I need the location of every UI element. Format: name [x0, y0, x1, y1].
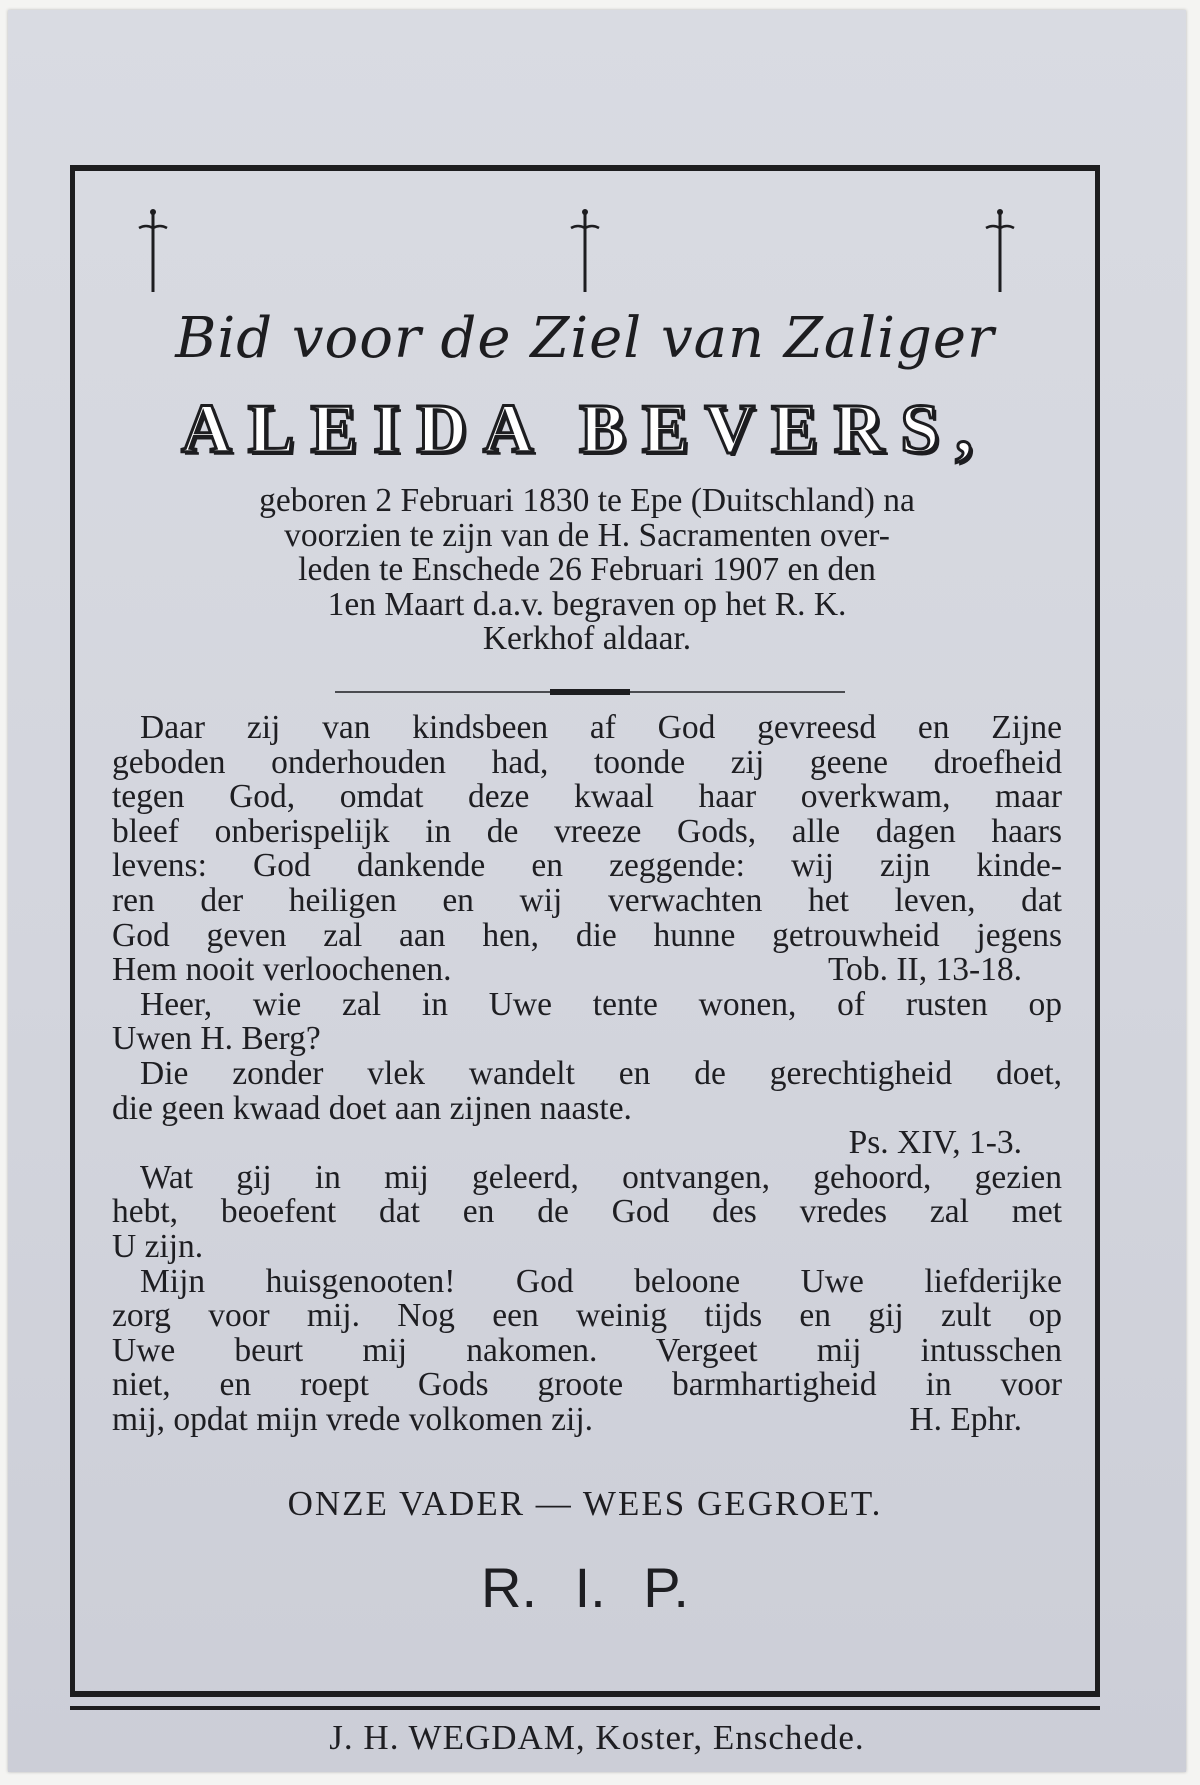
verse-paragraph	[112, 988, 1062, 1057]
biography-line: 1en Maart d.a.v. begraven op het R. K.	[327, 587, 847, 623]
biography-line: voorzien te zijn van de H. Sacramenten over-	[284, 518, 890, 554]
cross-icon-right	[980, 206, 1020, 296]
verse-line: tegen God, omdat deze kwaal haar overkwam, maar	[112, 780, 1062, 815]
deceased-name: ALEIDA BEVERS,	[181, 391, 989, 468]
verse-line: Mijn huisgenooten! God beloone Uwe liefderijke	[140, 1264, 1062, 1300]
verse-paragraph	[112, 1161, 1062, 1265]
verse-line: Hem nooit verloochenen.	[112, 953, 452, 988]
verse-line: U zijn.	[112, 1229, 204, 1265]
verse-last-line	[112, 1022, 1062, 1057]
printer-credit: J. H. WEGDAM, Koster, Enschede.	[329, 1718, 865, 1757]
verse-line: hebt, beoefent dat en de God des vredes zal met	[112, 1195, 1062, 1230]
verse-line: Daar zij van kindsbeen af God gevreesd en Zijne	[140, 711, 1062, 746]
verses	[112, 711, 1062, 1437]
biography-line: Kerkhof aldaar.	[482, 622, 692, 657]
scripture-reference: H. Ephr.	[909, 1402, 1022, 1438]
verse-line: Uwe beurt mij nakomen. Vergeet mij intusschen	[112, 1333, 1062, 1369]
scripture-reference: Tob. II, 13-18.	[828, 953, 1022, 988]
bottom-rule	[70, 1706, 1100, 1710]
verse-line: levens: God dankende en zeggende: wij zijn kinde-	[112, 849, 1062, 884]
verse-line: Die zonder vlek wandelt en de gerechtigheid doet,	[140, 1056, 1062, 1092]
verse-line: zorg voor mij. Nog een weinig tijds en gij zult op	[112, 1299, 1062, 1334]
scripture-text	[112, 711, 1062, 1437]
verse-line: Wat gij in mij geleerd, ontvangen, gehoord, gezien	[140, 1160, 1062, 1196]
verse-line: God geven zal aan hen, die hunne getrouwheid jegens	[112, 918, 1062, 954]
verse-last-line	[112, 953, 1062, 988]
biography	[112, 484, 1062, 657]
verse-paragraph	[112, 711, 1062, 988]
verse-last-line	[112, 1092, 1062, 1127]
cross-icon-center	[565, 206, 605, 296]
verse-line: bleef onberispelijk in de vreeze Gods, alle dagen haars	[112, 814, 1062, 850]
verse-line: mij, opdat mijn vrede volkomen zij.	[112, 1402, 594, 1438]
scripture-reference: Ps. XIV, 1-3.	[848, 1126, 1022, 1161]
verse-paragraph	[112, 1057, 1062, 1161]
verse-line: ren der heiligen en wij verwachten het leven, dat	[112, 883, 1062, 919]
ornamental-divider	[335, 687, 845, 697]
verse-last-line	[112, 1230, 1062, 1265]
invocation-heading: Bid voor de Ziel van Zaliger	[175, 306, 995, 371]
verse-last-line	[112, 1403, 1062, 1438]
biography-line: leden te Enschede 26 Februari 1907 en den	[298, 553, 876, 588]
prayer-line: ONZE VADER — WEES GEGROET.	[287, 1484, 883, 1523]
verse-paragraph	[112, 1265, 1062, 1438]
biography-line: geboren 2 Februari 1830 te Epe (Duitschland) na	[259, 484, 915, 519]
verse-line: niet, en roept Gods groote barmhartigheid in voor	[112, 1368, 1062, 1403]
rip-text: R. I. P.	[481, 1556, 689, 1619]
cross-icon-left	[133, 206, 173, 296]
verse-line: die geen kwaad doet aan zijnen naaste.	[112, 1091, 632, 1127]
verse-line: Uwen H. Berg?	[112, 1022, 321, 1057]
verse-line: Heer, wie zal in Uwe tente wonen, of rusten op	[140, 987, 1062, 1023]
verse-line: geboden onderhouden had, toonde zij geene droefheid	[112, 745, 1062, 781]
